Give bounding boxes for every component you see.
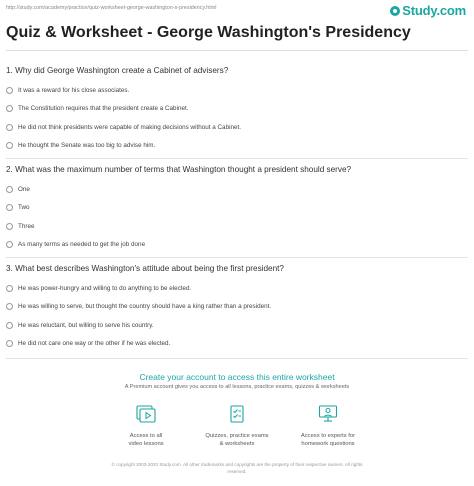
- radio-circle-icon[interactable]: [6, 204, 13, 211]
- question-divider: [6, 358, 468, 359]
- copyright-footer: [90, 462, 384, 476]
- question-divider: [6, 158, 468, 159]
- quiz-icon: [227, 404, 247, 424]
- option-label: He was willing to serve, but thought the country should have a king rather than a president.: [18, 303, 272, 311]
- account-cta: [0, 372, 474, 390]
- option-label: He was power-hungry and willing to do anything to be elected.: [18, 284, 192, 292]
- cta-title-link[interactable]: Create your account to access this entire worksheet: [139, 372, 335, 382]
- feature-line-2: & worksheets: [219, 440, 255, 447]
- option-label: One: [18, 185, 30, 193]
- answer-option[interactable]: [6, 217, 468, 236]
- option-label: The Constitution requires that the president create a Cabinet.: [18, 105, 189, 113]
- answer-option[interactable]: [6, 199, 468, 218]
- feature-line-2: video lessons: [128, 440, 164, 447]
- radio-circle-icon[interactable]: [6, 241, 13, 248]
- page-url: http://study.com/academy/practice/quiz-worksheet-george-washington-s-presidency.html: [6, 5, 217, 11]
- option-label: Two: [18, 204, 30, 212]
- title-divider: [6, 50, 468, 51]
- expert-icon: [318, 404, 338, 424]
- radio-circle-icon[interactable]: [6, 322, 13, 329]
- option-label: He did not care one way or the other if he was elected.: [18, 340, 171, 348]
- cta-subtitle: A Premium account gives you access to all lessons, practice exams, quizzes & worksheets: [124, 384, 350, 390]
- answer-option[interactable]: [6, 279, 468, 298]
- radio-circle-icon[interactable]: [6, 87, 13, 94]
- answer-option[interactable]: [6, 100, 468, 119]
- question-divider: [6, 257, 468, 258]
- option-label: He thought the Senate was too big to advise him.: [18, 142, 156, 150]
- radio-circle-icon[interactable]: [6, 105, 13, 112]
- logo-text: Study.com: [402, 3, 466, 18]
- radio-circle-icon[interactable]: [6, 340, 13, 347]
- radio-circle-icon[interactable]: [6, 303, 13, 310]
- answer-option[interactable]: [6, 298, 468, 317]
- answer-option[interactable]: [6, 180, 468, 199]
- question-2: [6, 165, 468, 254]
- answer-option[interactable]: [6, 137, 468, 156]
- question-text: 3. What best describes Washington's attitude about being the first president?: [6, 264, 284, 273]
- copyright-line-2: reserved.: [227, 468, 247, 474]
- option-label: As many terms as needed to get the job done: [18, 241, 146, 249]
- radio-circle-icon[interactable]: [6, 142, 13, 149]
- study-logo[interactable]: [390, 3, 466, 18]
- feature-line-1: Quizzes, practice exams: [205, 433, 269, 439]
- feature-experts: [273, 404, 383, 449]
- answer-option[interactable]: [6, 118, 468, 137]
- radio-circle-icon[interactable]: [6, 223, 13, 230]
- option-label: He did not think presidents were capable of making decisions without a Cabinet.: [18, 123, 241, 131]
- question-1: [6, 66, 468, 155]
- question-text: 2. What was the maximum number of terms that Washington thought a president should serve?: [6, 165, 352, 174]
- question-3: [6, 264, 468, 353]
- page-title: Quiz & Worksheet - George Washington's Presidency: [6, 24, 411, 41]
- option-label: Three: [18, 222, 35, 230]
- radio-circle-icon[interactable]: [6, 285, 13, 292]
- feature-line-1: Access to all: [129, 433, 163, 439]
- answer-option[interactable]: [6, 81, 468, 100]
- radio-circle-icon[interactable]: [6, 186, 13, 193]
- video-lesson-icon: [136, 404, 156, 424]
- copyright-line-1: © copyright 2003-2020 Study.com. All other trademarks and copyrights are the property of their respective owners. All rights: [111, 462, 363, 467]
- top-bar: [6, 4, 468, 18]
- feature-line-1: Access to experts for: [300, 433, 356, 439]
- answer-option[interactable]: [6, 335, 468, 354]
- option-label: He was reluctant, but willing to serve his country.: [18, 321, 154, 329]
- feature-line-2: homework questions: [301, 440, 355, 447]
- radio-circle-icon[interactable]: [6, 124, 13, 131]
- answer-option[interactable]: [6, 316, 468, 335]
- study-logo-icon: [390, 6, 400, 16]
- option-label: It was a reward for his close associates.: [18, 86, 130, 94]
- question-text: 1. Why did George Washington create a Cabinet of advisers?: [6, 66, 229, 75]
- answer-option[interactable]: [6, 236, 468, 255]
